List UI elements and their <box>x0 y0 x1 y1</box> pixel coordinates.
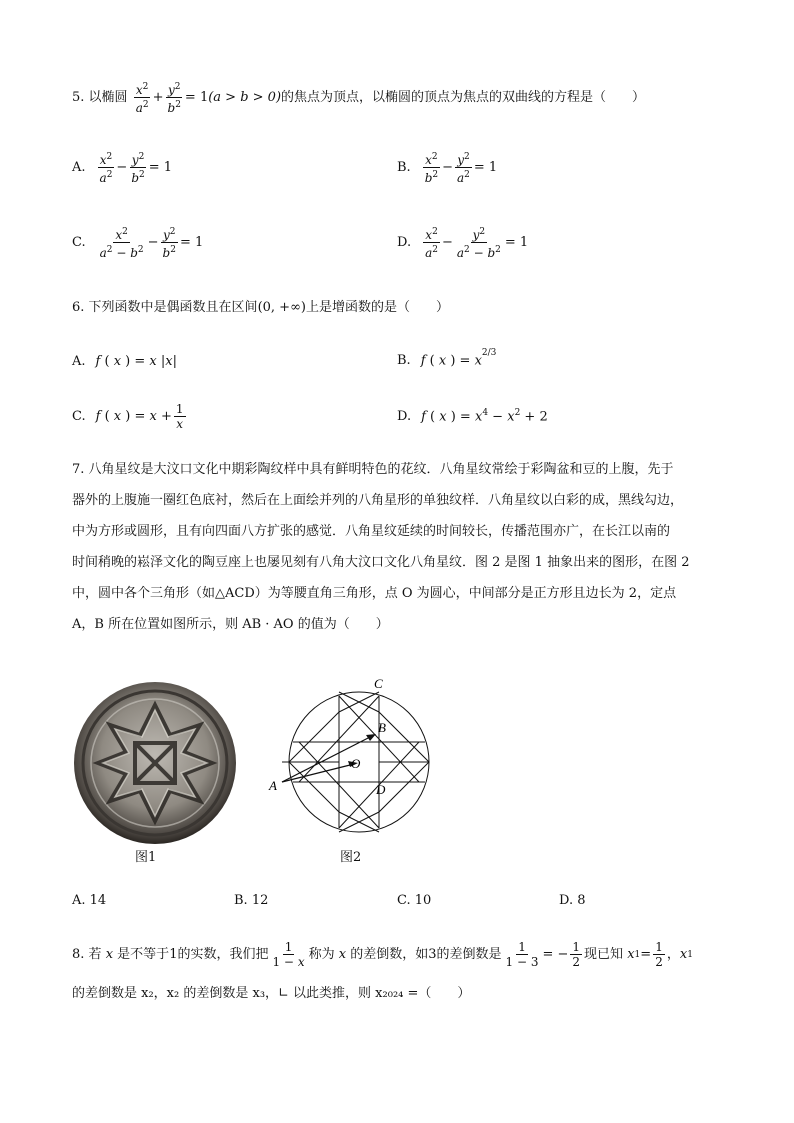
figure-2-caption: 图2 <box>340 850 362 865</box>
fraction: $\frac{x^2}{a^2}$ <box>135 82 149 115</box>
q6-option-b[interactable]: B. f ( x ) = $x^{2/3}$ <box>397 348 497 369</box>
q5-option-c[interactable]: C. $\frac{x^2}{a^2 - b^2}$ − $\frac{y^2}{b^2}$ = 1 <box>72 227 204 260</box>
q5-option-d[interactable]: D. $\frac{x^2}{a^2}$ − $\frac{y^2}{a^2 - b^2}$ = 1 <box>397 227 529 260</box>
q7-option-c[interactable]: C. 10 <box>397 893 432 908</box>
figure-1-coin <box>72 680 238 846</box>
label-b: B <box>378 720 386 735</box>
fraction: $\frac{y^2}{b^2}$ <box>167 82 181 115</box>
label-o: O <box>351 756 361 771</box>
q7-option-d[interactable]: D. 8 <box>559 893 586 908</box>
figure-2-diagram <box>262 674 442 834</box>
figure-1-caption: 图1 <box>135 850 157 865</box>
label-c: C <box>374 676 383 691</box>
q7-option-a[interactable]: A. 14 <box>72 893 107 908</box>
q7-stem: 7. 八角星纹是大汶口文化中期彩陶纹样中具有鲜明特色的花纹．八角星纹常绘于彩陶盆和豆的上腹，先于 器外的上腹施一圈红色底衬，然后在上面绘并列的八角星形的单独纹样．八角星纹以白彩的成，黑线勾边， 中为方形或圆形，且有向四面八方扩张的感觉．八角星纹延续的时间较长，传播范围亦广，在长江以南的 时间稍晚的崧泽文化的陶豆座上也屡见刻有八角大汶口文化八角星纹．图 2 是图 1 抽象出来的图形，在图 2 中，圆中各个三角形（如△ACD）为等腰直角三角形，点 O 为圆心，中间部分是正方形且边长为 2，定点 A，B 所在位置如图所示，则 AB · AO 的值为（ ） <box>72 462 690 632</box>
q6-option-c[interactable]: C. f ( x ) = x + $\frac{1}{x}$ <box>72 402 184 431</box>
q8-stem-line1: 8. 若 x 是不等于 1 的实数，我们把 $\frac{1}{1 - x}$ 称为 x 的差倒数，如 3 的差倒数是 $\frac{1}{1 - 3}$ = − $\frac{1}{2}$ 现已知 x 1 = $\frac{1}{2}$ ， x 1 <box>72 940 693 969</box>
q6-stem: 6. 下列函数中是偶函数且在区间(0, +∞)上是增函数的是（ ） <box>72 300 449 315</box>
label-d: D <box>376 782 386 797</box>
q6-option-a[interactable]: A. f ( x ) = x |x| <box>72 354 177 369</box>
q5-stem: 5. 以椭圆 $\frac{x^2}{a^2}$ + $\frac{y^2}{b^2}$ = 1(a > b > 0)的焦点为顶点，以椭圆的顶点为焦点的双曲线的方程是（ ） <box>72 82 646 115</box>
q8-stem-line2: 的差倒数是 x₂，x₂ 的差倒数是 x₃，∟ 以此类推，则 x₂₀₂₄ =（ ） <box>72 986 471 1001</box>
label-a: A <box>269 778 277 793</box>
q6-option-d[interactable]: D. f ( x ) = $x^4 - x^2 + 2$ <box>397 408 548 425</box>
q5-option-a[interactable]: A. $\frac{x^2}{a^2}$ − $\frac{y^2}{b^2}$ = 1 <box>72 152 173 185</box>
q7-option-b[interactable]: B. 12 <box>234 893 269 908</box>
q5-option-b[interactable]: B. $\frac{x^2}{b^2}$ − $\frac{y^2}{a^2}$ = 1 <box>397 152 498 185</box>
